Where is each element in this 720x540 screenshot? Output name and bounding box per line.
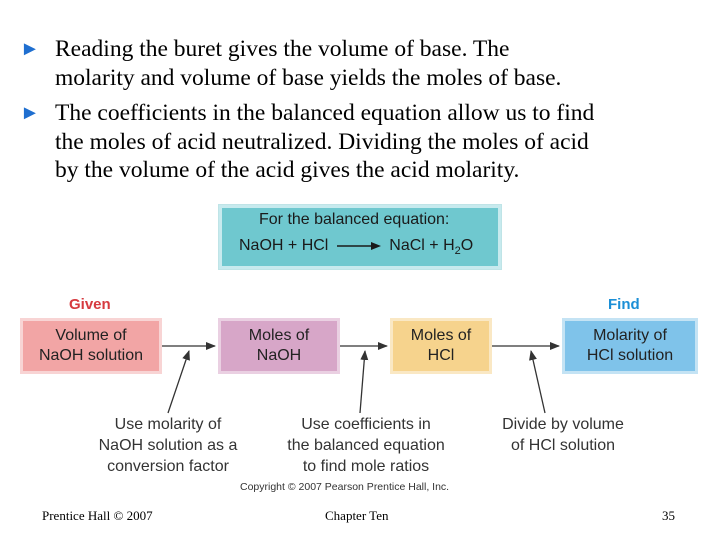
- equation-products: NaCl + H: [389, 237, 455, 254]
- step-text-line: NaOH: [256, 347, 302, 364]
- equation-products-tail: O: [460, 237, 474, 254]
- step-text-line: Moles of: [410, 327, 472, 344]
- equation-reactants: NaOH + HCl: [239, 237, 329, 254]
- pointer-arrow-icon: [360, 351, 365, 413]
- step-text-line: Volume of: [55, 327, 127, 344]
- pointer-arrow-icon: [531, 351, 545, 413]
- step-text-line: NaOH solution: [38, 347, 144, 364]
- given-label: Given: [69, 296, 111, 313]
- bullet-arrow-icon: ►: [20, 102, 40, 124]
- footer-chapter: Chapter Ten: [325, 508, 389, 523]
- bullet-text-line: the moles of acid neutralized. Dividing the moles of acid: [55, 128, 589, 155]
- note-coefficients: [276, 414, 456, 477]
- step-text-line: Moles of: [248, 327, 310, 344]
- note-text-line: to find mole ratios: [302, 458, 430, 475]
- footer-page-number: 35: [662, 508, 675, 523]
- note-text-line: conversion factor: [107, 458, 229, 475]
- pointer-arrow-icon: [168, 351, 189, 413]
- note-text-line: the balanced equation: [287, 437, 445, 454]
- equation-title: For the balanced equation:: [259, 211, 450, 228]
- note-text-line: Divide by volume: [502, 416, 624, 433]
- step-text-line: HCl solution: [586, 347, 674, 364]
- bullet-text-line: by the volume of the acid gives the acid molarity.: [55, 157, 520, 183]
- copyright-notice: Copyright © 2007 Pearson Prentice Hall, Inc.: [240, 481, 450, 493]
- bullet-text-line: Reading the buret gives the volume of base. The: [55, 36, 510, 62]
- step-text-line: Molarity of: [593, 327, 667, 344]
- bullet-text-line: molarity and volume of base yields the moles of base.: [55, 64, 562, 91]
- find-label: Find: [608, 296, 640, 313]
- bullet-text-line: The coefficients in the balanced equation allow us to find: [55, 100, 595, 126]
- note-text-line: Use molarity of: [114, 416, 222, 433]
- note-text-line: NaOH solution as a: [98, 437, 238, 454]
- note-molarity-conversion: [82, 414, 254, 477]
- note-divide-volume: [478, 414, 648, 456]
- step-text-line: HCl: [427, 347, 455, 364]
- bullet-arrow-icon: ►: [20, 38, 40, 60]
- note-text-line: Use coefficients in: [301, 416, 431, 433]
- equation-subscript: 2: [454, 245, 461, 257]
- note-text-line: of HCl solution: [510, 437, 616, 454]
- footer-publisher: Prentice Hall © 2007: [42, 508, 153, 523]
